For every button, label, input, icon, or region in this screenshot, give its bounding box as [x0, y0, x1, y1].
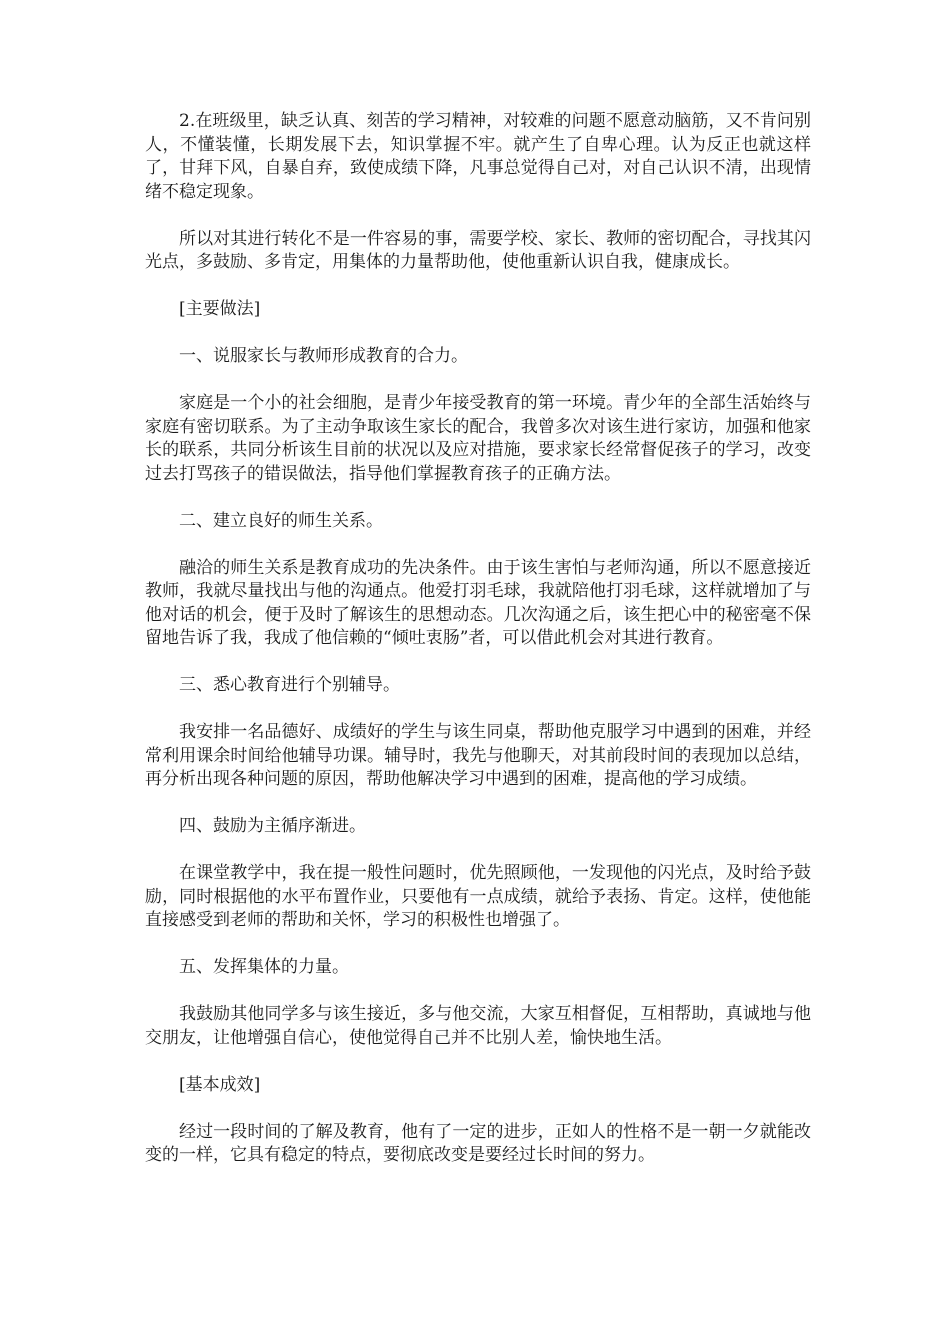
- method-heading-2: 二、建立良好的师生关系。: [179, 510, 383, 531]
- method-heading-1: 一、说服家长与教师形成教育的合力。: [179, 346, 468, 366]
- method-body-2: 融洽的师生关系是教育成功的先决条件。由于该生害怕与老师沟通，所以不愿意接近教师，我就尽量找出与他的沟通点。他爱打羽毛球，我就陪他打羽毛球，这样就增加了与他对话的机会，便于及时了解该生的思想动态。几次沟通之后，该生把心中的秘密毫不保留地告诉了我，我成了他信赖的“倾吐衷肠”者，可以借此机会对其进行教育。: [145, 557, 811, 648]
- method-heading-3: 三、悉心教育进行个别辅导。: [179, 675, 400, 695]
- section-heading-main-methods: [主要做法]: [179, 299, 261, 319]
- paragraph-reason-2: 2.在班级里，缺乏认真、刻苦的学习精神，对较难的问题不愿意动脑筋，又不肯问别人，不懂装懂，长期发展下去，知识掌握不牢。就产生了自卑心理。认为反正也就这样了，甘拜下风，自暴自弃，致使成绩下降，凡事总觉得自己对，对自己认识不清，出现情绪不稳定现象。: [145, 111, 811, 202]
- section-heading-basic-results: [基本成效]: [179, 1074, 261, 1095]
- paragraph-transformation-summary: 所以对其进行转化不是一件容易的事，需要学校、家长、教师的密切配合，寻找其闪光点，多鼓励、多肯定，用集体的力量帮助他，使他重新认识自我，健康成长。: [145, 228, 811, 272]
- document-page: [145, 110, 811, 1191]
- method-heading-4: 四、鼓励为主循序渐进。: [179, 816, 366, 836]
- method-body-1: 家庭是一个小的社会细胞，是青少年接受教育的第一环境。青少年的全部生活始终与家庭有密切联系。为了主动争取该生家长的配合，我曾多次对该生进行家访，加强和他家长的联系，共同分析该生目前的状况以及应对措施，要求家长经常督促孩子的学习，改变过去打骂孩子的错误做法，指导他们掌握教育孩子的正确方法。: [145, 393, 811, 484]
- method-body-4: 在课堂教学中，我在提一般性问题时，优先照顾他，一发现他的闪光点，及时给予鼓励，同时根据他的水平布置作业，只要他有一点成绩，就给予表扬、肯定。这样，使他能直接感受到老师的帮助和关怀，学习的积极性也增强了。: [145, 863, 811, 930]
- results-body: 经过一段时间的了解及教育，他有了一定的进步，正如人的性格不是一朝一夕就能改变的一样，它具有稳定的特点，要彻底改变是要经过长时间的努力。: [145, 1121, 811, 1165]
- method-body-5: 我鼓励其他同学多与该生接近，多与他交流，大家互相督促，互相帮助，真诚地与他交朋友，让他增强自信心，使他觉得自己并不比别人差，愉快地生活。: [145, 1004, 811, 1048]
- method-heading-5: 五、发挥集体的力量。: [179, 957, 349, 977]
- method-body-3: 我安排一名品德好、成绩好的学生与该生同桌，帮助他克服学习中遇到的困难，并经常利用课余时间给他辅导功课。辅导时，我先与他聊天，对其前段时间的表现加以总结，再分析出现各种问题的原因，帮助他解决学习中遇到的困难，提高他的学习成绩。: [145, 722, 811, 789]
